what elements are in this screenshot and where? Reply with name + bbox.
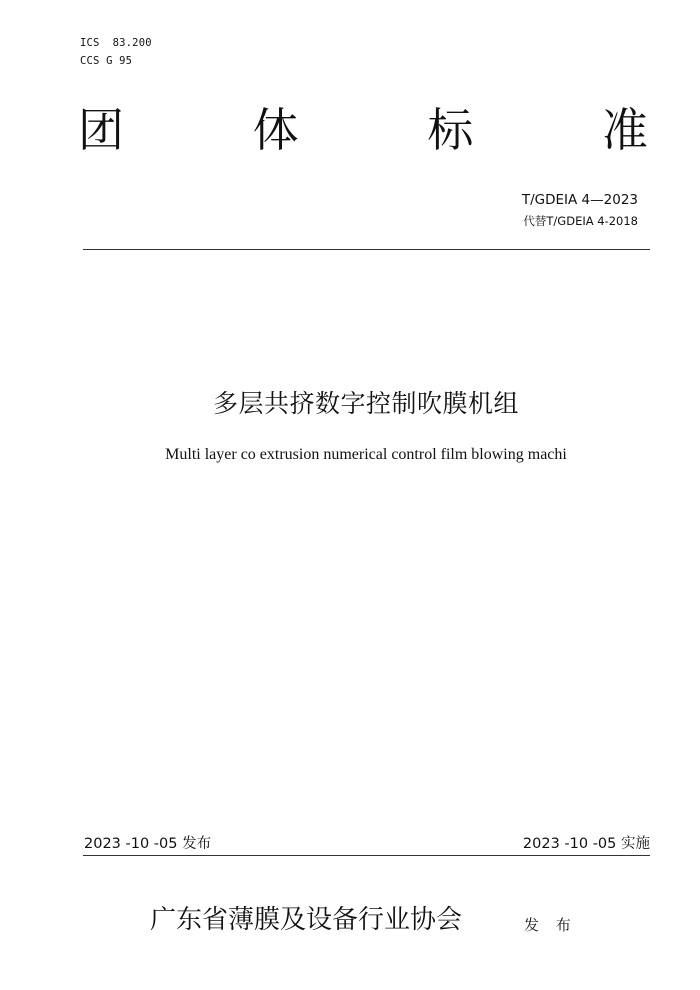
replaces-standard: 代替T/GDEIA 4-2018	[523, 214, 638, 228]
ccs-code: CCS G 95	[80, 55, 133, 67]
publish-date: 2023 -10 -05 发布	[84, 836, 212, 852]
document-title-english: Multi layer co extrusion numerical control film blowing machi	[165, 446, 567, 463]
implement-date: 2023 -10 -05 实施	[522, 836, 650, 852]
standard-type-heading	[78, 100, 648, 160]
standard-type-char-2: 体	[252, 103, 299, 157]
standard-number-block	[522, 190, 638, 232]
document-title-chinese: 多层共挤数字控制吹膜机组	[212, 389, 519, 418]
bottom-divider	[83, 855, 650, 856]
standard-type-char-1: 团	[78, 103, 124, 157]
ics-code: ICS 83.200	[80, 37, 152, 49]
classification-codes	[80, 34, 152, 70]
standard-number: T/GDEIA 4—2023	[521, 192, 638, 208]
publisher-suffix: 发 布	[524, 916, 577, 934]
standard-type-char-4: 准	[601, 103, 648, 157]
standard-type-char-3: 标	[427, 103, 474, 157]
publisher-name: 广东省薄膜及设备行业协会	[150, 905, 463, 935]
top-divider	[83, 249, 650, 250]
